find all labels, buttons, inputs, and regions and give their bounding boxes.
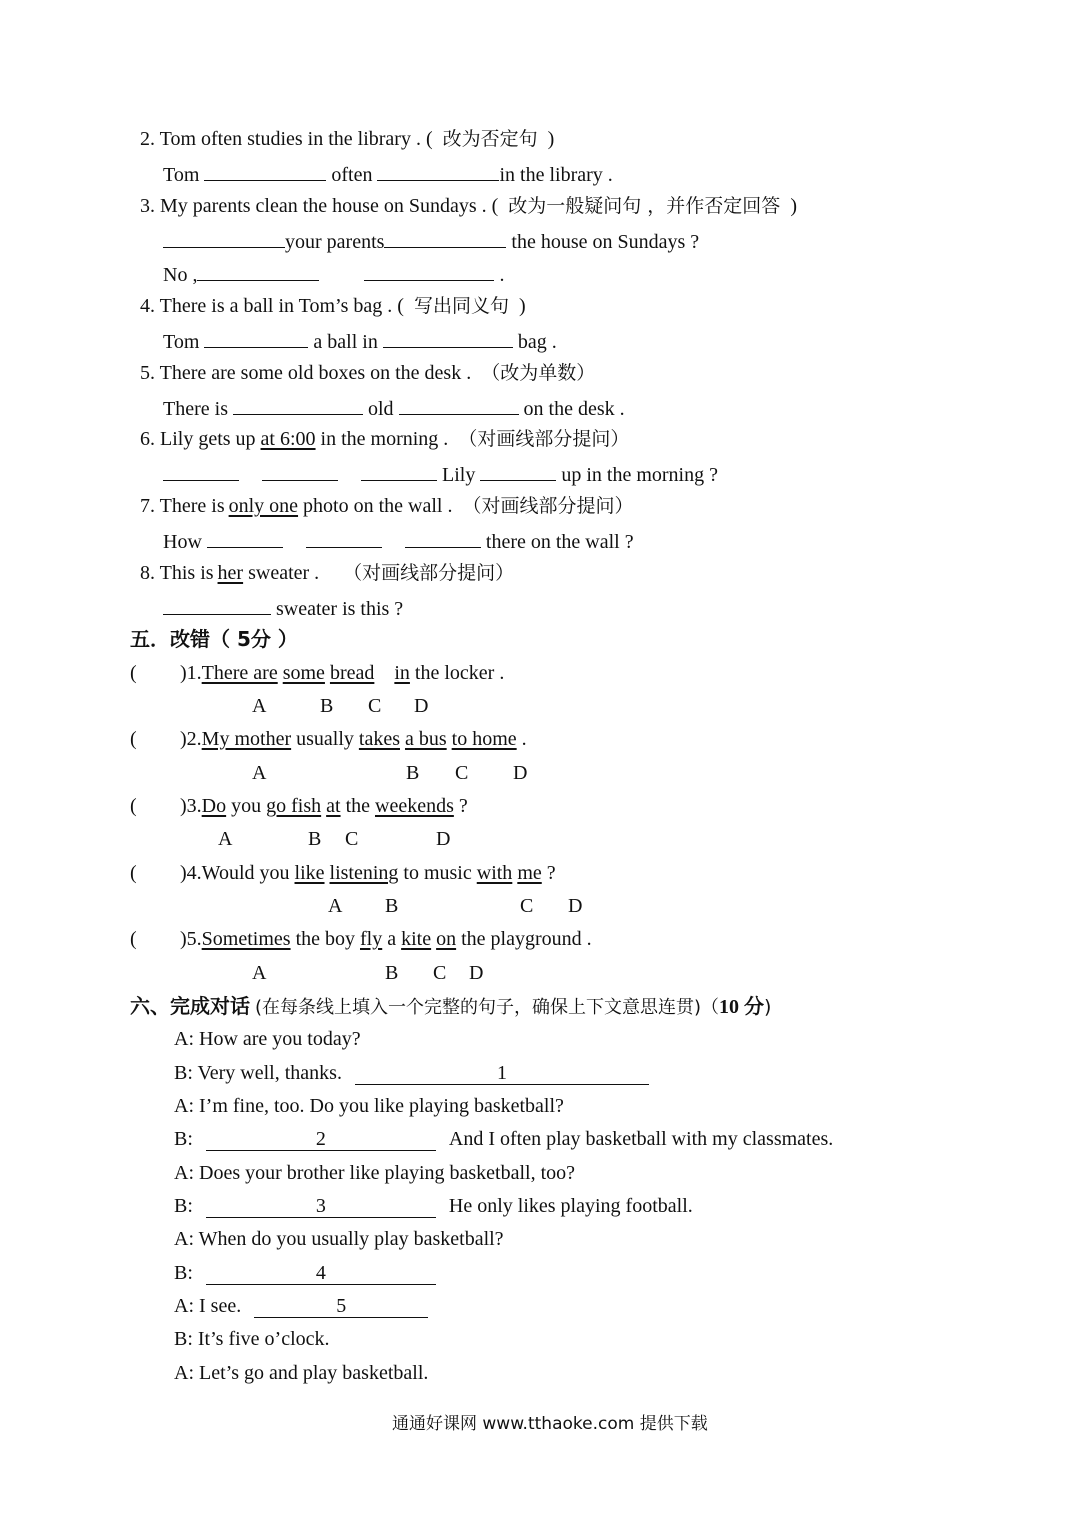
option-letter: D: [513, 762, 528, 784]
q5-answer: There is old on the desk .: [163, 394, 625, 422]
section6-header: 六、完成对话 (在每条线上填入一个完整的句子，确保上下文意思连贯)（10 分): [130, 994, 772, 1018]
answer-blank[interactable]: [480, 460, 556, 481]
option-letter: C: [368, 695, 382, 717]
answer-blank[interactable]: [383, 327, 513, 348]
answer-paren[interactable]: (: [130, 795, 137, 817]
answer-blank[interactable]: [364, 260, 494, 281]
correction-item: [130, 726, 527, 752]
q6-prompt: 6. Lily gets up at 6:00 in the morning . （对画线部分提问）: [140, 428, 630, 450]
q5-prompt: 5. There are some old boxes on the desk . （改为单数）: [140, 362, 596, 384]
answer-blank[interactable]: [233, 394, 363, 415]
option-letter: B: [308, 828, 322, 850]
option-letter: C: [455, 762, 469, 784]
option-letter: A: [218, 828, 233, 850]
correction-item: [130, 793, 468, 819]
item-number: )4.: [180, 862, 202, 884]
dialog-line: A: Let’s go and play basketball.: [174, 1362, 429, 1384]
option-letter: D: [469, 962, 484, 984]
underlined-segment: with: [476, 862, 513, 884]
option-letter: B: [385, 962, 399, 984]
answer-blank[interactable]: [163, 460, 239, 481]
answer-blank[interactable]: [262, 460, 338, 481]
q7-prompt: 7. There is only one photo on the wall . （对画线部分提问）: [140, 495, 634, 517]
q8-answer: sweater is this ?: [163, 594, 403, 622]
sentence-text: to music: [398, 862, 477, 884]
sentence-text: the boy: [290, 928, 360, 950]
underlined-segment: fly: [360, 928, 383, 950]
underlined-segment: My mother: [201, 728, 292, 750]
underlined-segment: Do: [201, 795, 227, 817]
page-footer: 通通好课网 www.tthaoke.com 提供下载: [392, 1414, 708, 1434]
underlined-segment: weekends: [375, 795, 454, 817]
dialog-blank-3[interactable]: 3: [206, 1193, 436, 1218]
answer-blank[interactable]: [377, 160, 499, 181]
sentence-text: you: [226, 795, 267, 817]
dialog-line: A: How are you today?: [174, 1028, 361, 1050]
underlined-segment: on: [436, 928, 457, 950]
underlined-segment: some: [282, 662, 325, 684]
sentence-text: the: [340, 795, 375, 817]
underlined-segment: kite: [401, 928, 432, 950]
underlined-segment: There are: [201, 662, 278, 684]
q3-answer-no: No , .: [163, 260, 504, 288]
item-number: )5.: [180, 928, 202, 950]
option-letter: B: [406, 762, 420, 784]
underlined-segment: takes: [358, 728, 400, 750]
dialog-line: A: Does your brother like playing basketball, too?: [174, 1162, 576, 1184]
sentence-text: ?: [453, 795, 468, 817]
q8-prompt: 8. This is her sweater . （对画线部分提问）: [140, 562, 515, 584]
answer-blank[interactable]: [204, 327, 308, 348]
answer-blank[interactable]: [306, 527, 382, 548]
dialog-line: A: When do you usually play basketball?: [174, 1228, 504, 1250]
option-letter: A: [252, 695, 267, 717]
q3-prompt: 3. My parents clean the house on Sundays . ( 改为一般疑问句 ，并作否定回答 ): [140, 195, 797, 217]
answer-blank[interactable]: [163, 594, 271, 615]
answer-paren[interactable]: (: [130, 862, 137, 884]
dialog-line: B: 2 And I often play basketball with my classmates.: [174, 1128, 834, 1150]
item-number: )1.: [180, 662, 202, 684]
underlined-segment: like: [294, 862, 325, 884]
dialog-blank-5[interactable]: 5: [254, 1293, 428, 1318]
underlined-segment: to home: [451, 728, 517, 750]
answer-paren[interactable]: (: [130, 728, 137, 750]
correction-item: [130, 660, 504, 686]
option-letter: D: [568, 895, 583, 917]
dialog-blank-2[interactable]: 2: [206, 1126, 436, 1151]
q7-answer: How there on the wall ?: [163, 527, 634, 555]
answer-blank[interactable]: [207, 527, 283, 548]
q3-answer: your parents the house on Sundays ?: [163, 227, 699, 255]
underlined-segment: at: [326, 795, 341, 817]
q4-answer: Tom a ball in bag .: [163, 327, 557, 355]
option-letter: B: [320, 695, 334, 717]
correction-item: [130, 926, 592, 952]
sentence-text: [374, 662, 394, 684]
underlined-segment: me: [517, 862, 542, 884]
underlined-segment: Sometimes: [201, 928, 291, 950]
answer-blank[interactable]: [361, 460, 437, 481]
answer-blank[interactable]: [384, 227, 506, 248]
answer-blank[interactable]: [163, 227, 285, 248]
underlined-segment: listening: [329, 862, 399, 884]
dialog-blank-4[interactable]: 4: [206, 1260, 436, 1285]
option-letter: C: [433, 962, 447, 984]
sentence-text: the playground .: [456, 928, 592, 950]
dialog-line: B: 4: [174, 1260, 436, 1286]
option-letter: A: [328, 895, 343, 917]
underlined-segment: bread: [329, 662, 375, 684]
option-letter: C: [345, 828, 359, 850]
answer-blank[interactable]: [399, 394, 519, 415]
item-number: )3.: [180, 795, 202, 817]
item-number: )2.: [180, 728, 202, 750]
dialog-line: A: I’m fine, too. Do you like playing basketball?: [174, 1095, 564, 1117]
answer-blank[interactable]: [197, 260, 319, 281]
answer-blank[interactable]: [405, 527, 481, 548]
dialog-line: B: 3 He only likes playing football.: [174, 1195, 693, 1217]
dialog-line: B: It’s five o’clock.: [174, 1328, 330, 1350]
underlined-segment: go fish: [266, 795, 322, 817]
option-letter: C: [520, 895, 534, 917]
answer-blank[interactable]: [204, 160, 326, 181]
sentence-text: the locker .: [409, 662, 505, 684]
sentence-text: Would you: [201, 862, 295, 884]
sentence-text: ?: [541, 862, 556, 884]
underlined-segment: in: [394, 662, 410, 684]
option-letter: D: [414, 695, 429, 717]
option-letter: D: [436, 828, 451, 850]
underlined-segment: a bus: [404, 728, 447, 750]
section5-title: 五．改错（ 5分 ）: [130, 627, 298, 651]
correction-item: [130, 860, 556, 886]
dialog-line: A: I see. 5: [174, 1293, 428, 1319]
sentence-text: .: [516, 728, 527, 750]
answer-paren[interactable]: (: [130, 662, 137, 684]
q6-answer: Lily up in the morning ?: [163, 460, 718, 488]
q2-prompt: 2. Tom often studies in the library . ( 改为否定句 ): [140, 128, 555, 150]
answer-paren[interactable]: (: [130, 928, 137, 950]
sentence-text: usually: [291, 728, 359, 750]
dialog-blank-1[interactable]: 1: [355, 1060, 649, 1085]
option-letter: A: [252, 762, 267, 784]
option-letter: B: [385, 895, 399, 917]
q4-prompt: 4. There is a ball in Tom’s bag . ( 写出同义句 ): [140, 295, 526, 317]
sentence-text: a: [382, 928, 402, 950]
dialog-line: B: Very well, thanks. 1: [174, 1060, 649, 1086]
option-letter: A: [252, 962, 267, 984]
q2-answer: Tom often in the library .: [163, 160, 613, 188]
